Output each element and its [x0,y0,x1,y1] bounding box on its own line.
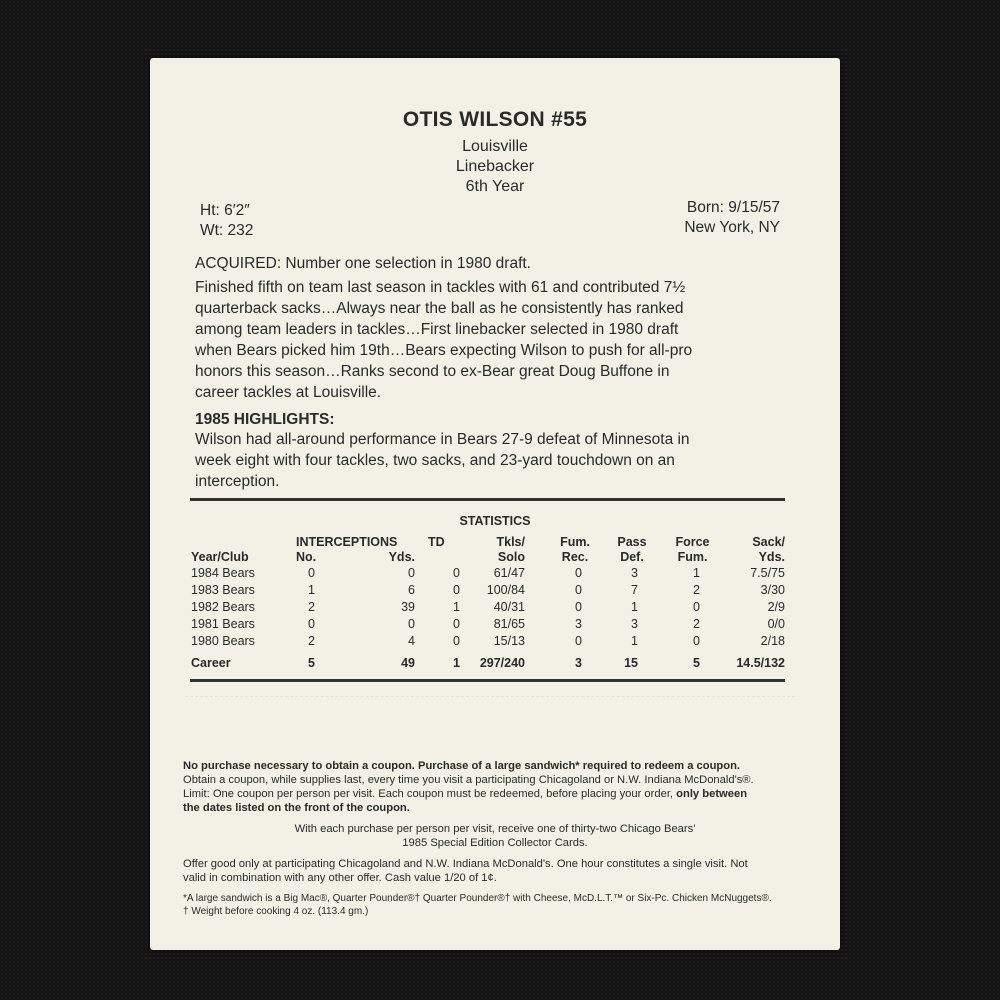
sack-header-1: Sack/ [752,535,785,549]
pass-header-1: Pass [617,535,647,549]
stat-fum-rec-cell: 3 [575,617,582,631]
stat-int-no-cell: 0 [308,566,315,580]
stat-year-club-cell: 1982 Bears [191,600,255,614]
perforation [185,696,795,757]
player-name: OTIS WILSON #55 [402,108,588,131]
stat-sack-yds-cell: 3/30 [760,583,785,597]
tkls-header-1: Tkls/ [496,535,525,549]
td-header: TD [428,535,445,549]
fum-header-2: Rec. [561,550,589,564]
career-year-club-cell: Career [191,656,231,670]
stat-int-no-cell: 1 [308,583,315,597]
stat-force-fum-cell: 2 [693,583,700,597]
int-yds-header: Yds. [388,550,415,564]
year-club-header: Year/Club [191,550,249,564]
height: Ht: 6′2″ [200,202,250,219]
career-td-cell: 1 [453,656,460,670]
hometown: New York, NY [684,219,780,236]
stats-bottom-rule [190,679,785,682]
stat-int-yds-cell: 0 [408,566,415,580]
career-sack-yds-cell: 14.5/132 [736,656,785,670]
stat-sack-yds-cell: 2/18 [760,634,785,648]
interceptions-header: INTERCEPTIONS [296,535,398,549]
stat-fum-rec-cell: 0 [575,583,582,597]
stat-td-cell: 0 [453,634,460,648]
stat-pass-def-cell: 3 [631,617,638,631]
birthdate: Born: 9/15/57 [686,199,780,216]
stats-title: STATISTICS [459,514,531,528]
stat-year-club-cell: 1984 Bears [191,566,255,580]
highlights-paragraph [195,429,815,492]
stat-td-cell: 0 [453,583,460,597]
force-header-1: Force [675,535,710,549]
stat-tkls-solo-cell: 15/13 [493,634,525,648]
stat-sack-yds-cell: 7.5/75 [750,566,785,580]
fine-print-line [183,787,747,801]
career-fum-rec-cell: 3 [575,656,582,670]
stat-force-fum-cell: 0 [693,600,700,614]
years-pro: 6th Year [465,178,525,195]
college: Louisville [462,138,528,155]
stat-year-club-cell: 1980 Bears [191,634,255,648]
stat-tkls-solo-cell: 61/47 [493,566,525,580]
fine-print-line: No purchase necessary to obtain a coupon. Purchase of a large sandwich* required to redeem a coupon. [183,760,741,772]
bio-line: when Bears picked him 19th…Bears expecting Wilson to push for all-pro [195,342,693,359]
fine-print-line: valid in combination with any other offer. Cash value 1/20 of 1¢. [183,872,497,884]
stat-tkls-solo-cell: 40/31 [493,600,525,614]
stat-int-yds-cell: 39 [401,600,415,614]
stat-int-no-cell: 2 [308,634,315,648]
stat-int-yds-cell: 6 [408,583,415,597]
sack-header-2: Yds. [758,550,785,564]
stat-sack-yds-cell: 0/0 [767,617,785,631]
int-no-header: No. [296,550,317,564]
stat-year-club-cell: 1981 Bears [191,617,255,631]
stats-top-rule [190,498,785,501]
stat-pass-def-cell: 1 [631,600,638,614]
bio-line: among team leaders in tackles…First linebacker selected in 1980 draft [195,321,679,338]
stat-fum-rec-cell: 0 [575,566,582,580]
stat-int-no-cell: 2 [308,600,315,614]
stat-force-fum-cell: 0 [693,634,700,648]
highlight-line: week eight with four tackles, two sacks, and 23-yard touchdown on an [195,452,675,469]
fine-print-text: Limit: One coupon per person per visit. Each coupon must be redeemed, before placing your order, [183,788,677,800]
highlights-heading: 1985 HIGHLIGHTS: [195,411,335,428]
stat-int-yds-cell: 4 [408,634,415,648]
stat-pass-def-cell: 3 [631,566,638,580]
stat-pass-def-cell: 1 [631,634,638,648]
stat-force-fum-cell: 1 [693,566,700,580]
fine-print-line: Offer good only at participating Chicagoland and N.W. Indiana McDonald's. One hour constitutes a single visit. Not [183,858,748,870]
stat-td-cell: 0 [453,617,460,631]
fine-print-line: Obtain a coupon, while supplies last, every time you visit a participating Chicagoland or N.W. Indiana McDonald's®. [183,774,754,786]
acquired: ACQUIRED: Number one selection in 1980 draft. [195,255,531,272]
career-int-no-cell: 5 [308,656,315,670]
fum-header-1: Fum. [560,535,590,549]
fine-print-line: the dates listed on the front of the coupon. [183,802,410,814]
trading-card-back [150,58,840,950]
bio-line: honors this season…Ranks second to ex-Bear great Doug Buffone in [195,363,670,380]
stat-int-yds-cell: 0 [408,617,415,631]
career-int-yds-cell: 49 [401,656,415,670]
force-header-2: Fum. [677,550,708,564]
career-pass-def-cell: 15 [624,656,638,670]
stat-td-cell: 0 [453,566,460,580]
stat-force-fum-cell: 2 [693,617,700,631]
stat-year-club-cell: 1983 Bears [191,583,255,597]
position: Linebacker [455,158,535,175]
stat-int-no-cell: 0 [308,617,315,631]
bio-line: Finished fifth on team last season in tackles with 61 and contributed 7½ [195,279,686,296]
pass-header-2: Def. [620,550,644,564]
highlight-line: Wilson had all-around performance in Bears 27-9 defeat of Minnesota in [195,431,690,448]
career-force-fum-cell: 5 [693,656,700,670]
stat-tkls-solo-cell: 100/84 [486,583,525,597]
fine-print-line: *A large sandwich is a Big Mac®, Quarter Pounder®† Quarter Pounder®† with Cheese, McD.L.T.™ or Six-Pc. Chicken McNuggets®. [183,893,772,904]
fine-print-bold-text: only between [676,788,748,800]
stat-sack-yds-cell: 2/9 [767,600,785,614]
stat-pass-def-cell: 7 [631,583,638,597]
stat-fum-rec-cell: 0 [575,634,582,648]
highlight-line: interception. [195,473,280,490]
stat-fum-rec-cell: 0 [575,600,582,614]
bio-line: career tackles at Louisville. [195,384,382,401]
stat-td-cell: 1 [453,600,460,614]
stat-tkls-solo-cell: 81/65 [493,617,525,631]
fine-print-line: With each purchase per person per visit, receive one of thirty-two Chicago Bears' [294,823,696,835]
fine-print-line: † Weight before cooking 4 oz. (113.4 gm.) [183,906,369,917]
fine-print-line: 1985 Special Edition Collector Cards. [402,837,588,849]
tkls-header-2: Solo [497,550,525,564]
weight: Wt: 232 [200,222,254,239]
career-tkls-solo-cell: 297/240 [479,656,525,670]
bio-paragraph [195,277,815,403]
bio-line: quarterback sacks…Always near the ball as he consistently has ranked [195,300,684,317]
